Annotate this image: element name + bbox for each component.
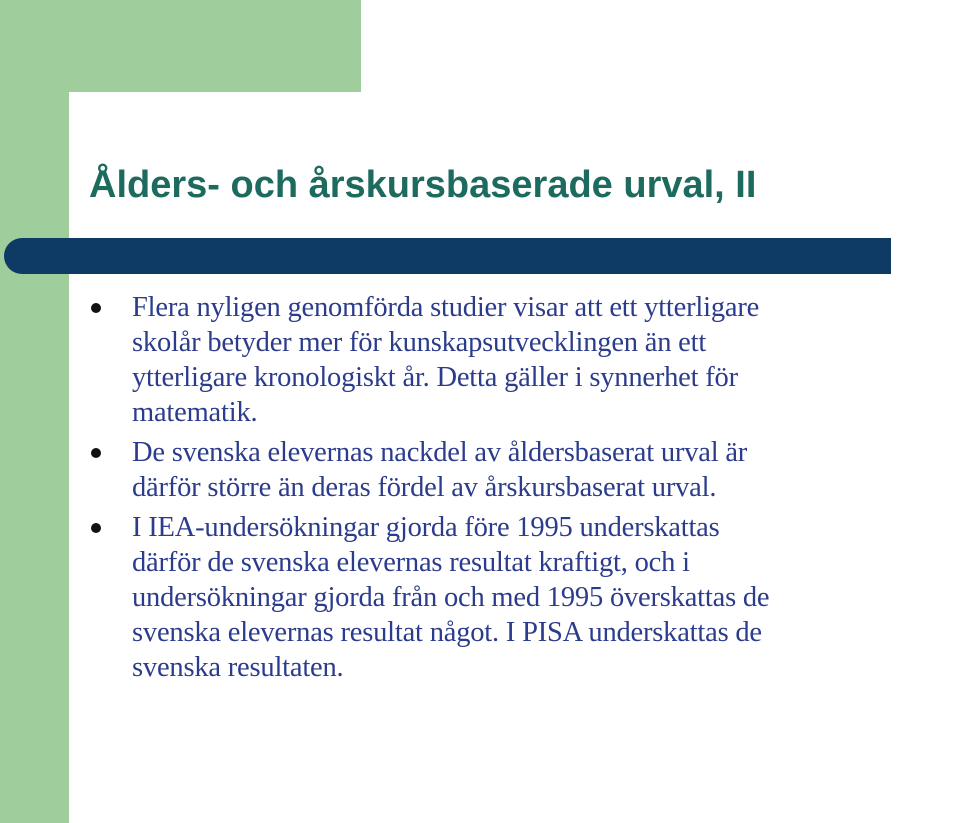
bullet-line: I IEA-undersökningar gjorda före 1995 underskattas bbox=[132, 512, 720, 543]
bullet-dot-icon bbox=[91, 523, 101, 533]
bullet-item-3 bbox=[132, 510, 958, 685]
green-top-band bbox=[0, 0, 361, 92]
bullet-line: Flera nyligen genomförda studier visar att ett ytterligare bbox=[132, 292, 760, 323]
green-side-band bbox=[0, 0, 69, 823]
title-underline-bar bbox=[4, 238, 891, 274]
bullet-list bbox=[132, 290, 958, 690]
bullet-line: därför större än deras fördel av årskursbaserat urval. bbox=[132, 472, 717, 503]
bullet-line: De svenska elevernas nackdel av åldersbaserat urval är bbox=[132, 437, 748, 468]
bullet-line: undersökningar gjorda från och med 1995 överskattas de bbox=[132, 582, 770, 613]
bullet-dot-icon bbox=[91, 303, 101, 313]
slide-title: Ålders- och årskursbaserade urval, II bbox=[89, 164, 757, 206]
bullet-line: skolår betyder mer för kunskapsutvecklingen än ett bbox=[132, 327, 707, 358]
bullet-dot-icon bbox=[91, 448, 101, 458]
bullet-item-1 bbox=[132, 290, 958, 430]
bullet-line: svenska resultaten. bbox=[132, 652, 344, 683]
bullet-line: matematik. bbox=[132, 397, 258, 428]
bullet-line: ytterligare kronologiskt år. Detta gäller i synnerhet för bbox=[132, 362, 738, 393]
bullet-item-2 bbox=[132, 435, 958, 505]
bullet-line: därför de svenska elevernas resultat kraftigt, och i bbox=[132, 547, 690, 578]
bullet-line: svenska elevernas resultat något. I PISA underskattas de bbox=[132, 617, 762, 648]
